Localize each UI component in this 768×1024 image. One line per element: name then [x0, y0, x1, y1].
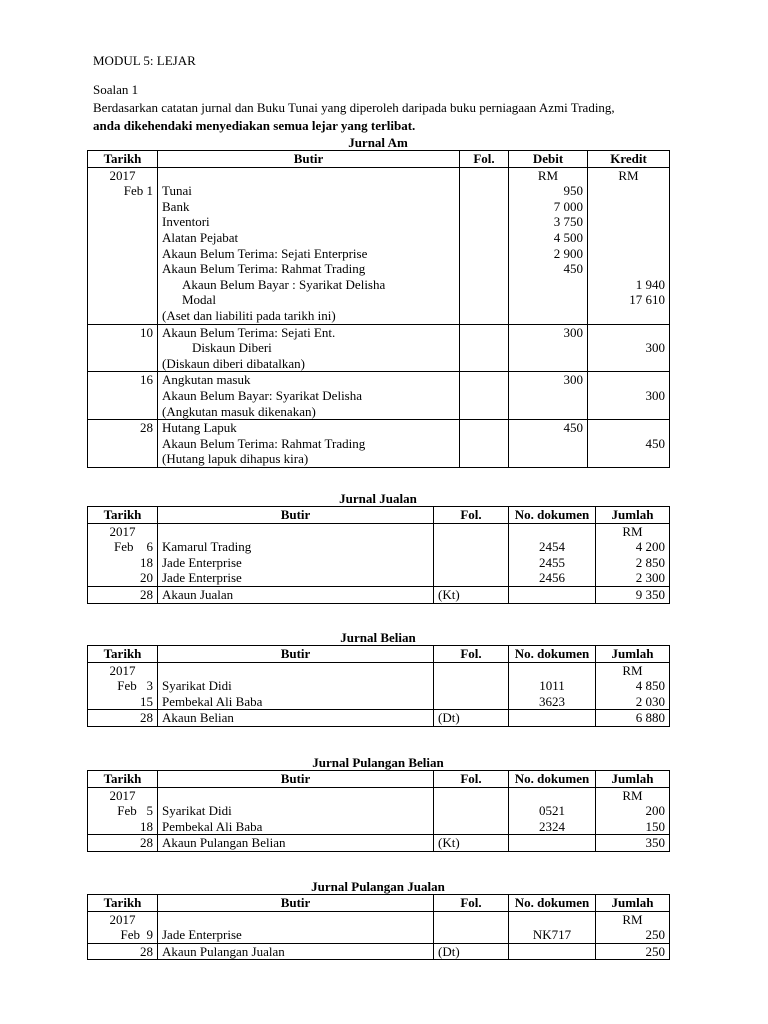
entry-description: Kamarul Trading [162, 539, 252, 555]
date-cell: 28 [88, 420, 158, 468]
doc-column [509, 662, 596, 710]
currency-label: RM [622, 523, 643, 539]
document-number: NK717 [532, 927, 572, 943]
header-no-dokumen: No. dokumen [509, 895, 596, 912]
total-date: 28 [88, 710, 158, 727]
fol-column [434, 662, 509, 710]
header-fol: Fol. [434, 646, 509, 663]
header-jumlah: Jumlah [596, 507, 670, 524]
table-header-row [88, 507, 670, 524]
amount-column [596, 787, 670, 835]
kredit-amount: 450 [645, 435, 665, 451]
butir-cell [158, 324, 460, 372]
kredit-amount [592, 199, 665, 215]
header-butir: Butir [158, 895, 434, 912]
total-date: 28 [88, 943, 158, 960]
currency-cell: RM [588, 167, 670, 183]
currency-cell: RM [509, 167, 588, 183]
currency-label: RM [622, 787, 643, 803]
header-butir: Butir [158, 151, 460, 168]
fol-cell [460, 372, 509, 420]
kredit-amount [592, 261, 665, 277]
entry-description: Jade Enterprise [162, 927, 242, 943]
date-cell: 10 [88, 324, 158, 372]
doc-column [509, 523, 596, 586]
date-column [88, 911, 158, 943]
date-cell: Feb 1 [88, 183, 158, 324]
entry-description: Akaun Belum Terima: Rahmat Trading [162, 261, 366, 277]
header-tarikh: Tarikh [88, 646, 158, 663]
kredit-amount [592, 451, 665, 467]
total-row [88, 943, 670, 960]
jurnal-pulangan-jualan-table [87, 894, 670, 960]
entry-description: Syarikat Didi [162, 803, 232, 819]
entry-description: (Diskaun diberi dibatalkan) [162, 355, 305, 371]
jurnal-pulangan-jualan-title: Jurnal Pulangan Jualan [311, 879, 445, 894]
butir-cell [158, 372, 460, 420]
kredit-cell [588, 372, 670, 420]
spacer [513, 912, 591, 928]
fol-cell [460, 420, 509, 468]
kredit-amount: 300 [645, 340, 665, 356]
entry-description: Tunai [162, 183, 192, 199]
document-number: 2455 [539, 554, 565, 570]
entry-description: Akaun Belum Bayar : Syarikat Delisha [182, 276, 386, 292]
fol-cell [460, 167, 509, 183]
date-column [88, 523, 158, 586]
table-header-row [88, 151, 670, 168]
butir-cell [158, 167, 460, 183]
entry-description: Bank [162, 198, 190, 214]
butir-cell [158, 420, 460, 468]
total-description: Akaun Pulangan Belian [158, 835, 434, 852]
amount-column [596, 911, 670, 943]
date-column [88, 787, 158, 835]
entry-amount: 200 [645, 803, 665, 819]
kredit-cell [588, 420, 670, 468]
butir-cell [158, 183, 460, 324]
debit-amount [513, 292, 583, 308]
jurnal-pulangan-belian-title: Jurnal Pulangan Belian [312, 755, 444, 770]
header-tarikh: Tarikh [88, 507, 158, 524]
debit-amount [513, 388, 583, 404]
entry-date: 18 [140, 818, 153, 834]
jurnal-jualan-title: Jurnal Jualan [339, 491, 417, 506]
doc-column [509, 787, 596, 835]
header-tarikh: Tarikh [88, 771, 158, 788]
journal-entry-row [88, 324, 670, 372]
year-cell: 2017 [88, 167, 158, 183]
date-cell: 16 [88, 372, 158, 420]
debit-amount: 300 [563, 372, 583, 388]
jurnal-pulangan-belian-table [87, 770, 670, 852]
entry-description: Alatan Pejabat [162, 229, 239, 245]
header-fol: Fol. [434, 895, 509, 912]
entry-amount: 2 300 [635, 570, 665, 586]
spacer [513, 524, 591, 540]
header-debit: Debit [509, 151, 588, 168]
header-fol: Fol. [434, 771, 509, 788]
entry-date: Feb 5 [117, 803, 153, 819]
document-number: 1011 [539, 678, 565, 694]
spacer [513, 663, 591, 679]
document-number: 0521 [539, 803, 565, 819]
debit-amount: 450 [563, 261, 583, 277]
total-description: Akaun Jualan [158, 586, 434, 603]
spacer [162, 788, 429, 804]
debit-amount: 4 500 [553, 229, 583, 245]
kredit-amount [592, 420, 665, 436]
debit-amount [513, 451, 583, 467]
entry-description: Diskaun Diberi [192, 340, 272, 356]
jurnal-belian-title: Jurnal Belian [340, 630, 416, 645]
entry-description: Akaun Belum Terima: Sejati Enterprise [162, 245, 368, 261]
debit-amount: 450 [563, 420, 583, 436]
total-fol: (Kt) [434, 586, 509, 603]
total-doc [509, 943, 596, 960]
debit-cell [509, 420, 588, 468]
kredit-amount [592, 325, 665, 341]
total-fol: (Kt) [434, 835, 509, 852]
year-label: 2017 [109, 523, 136, 539]
entries-row [88, 911, 670, 943]
entry-amount: 250 [645, 927, 665, 943]
fol-cell [460, 324, 509, 372]
debit-amount [513, 340, 583, 356]
header-no-dokumen: No. dokumen [509, 771, 596, 788]
year-row [88, 167, 670, 183]
jurnal-belian-table [87, 645, 670, 727]
spacer [513, 788, 591, 804]
butir-column [158, 523, 434, 586]
kredit-amount: 17 610 [629, 292, 665, 308]
debit-cell [509, 372, 588, 420]
total-fol: (Dt) [434, 710, 509, 727]
total-amount: 6 880 [596, 710, 670, 727]
total-doc [509, 710, 596, 727]
header-jumlah: Jumlah [596, 895, 670, 912]
table-header-row [88, 646, 670, 663]
currency-label: RM [622, 911, 643, 927]
total-date: 28 [88, 586, 158, 603]
entry-description: (Hutang lapuk dihapus kira) [162, 451, 309, 467]
spacer [162, 663, 429, 679]
butir-column [158, 662, 434, 710]
fol-column [434, 787, 509, 835]
entry-date: 20 [140, 570, 153, 586]
total-row [88, 710, 670, 727]
debit-cell [509, 324, 588, 372]
total-date: 28 [88, 835, 158, 852]
entry-amount: 4 850 [635, 678, 665, 694]
doc-column [509, 911, 596, 943]
total-description: Akaun Belian [158, 710, 434, 727]
date-column [88, 662, 158, 710]
debit-cell [509, 183, 588, 324]
spacer [162, 912, 429, 928]
total-amount: 9 350 [596, 586, 670, 603]
debit-amount [513, 356, 583, 372]
entry-description: Modal [182, 292, 216, 308]
entry-description: Pembekal Ali Baba [162, 693, 263, 709]
document-number: 2324 [539, 818, 565, 834]
header-jumlah: Jumlah [596, 771, 670, 788]
entry-description: Akaun Belum Terima: Sejati Ent. [162, 324, 336, 340]
entry-description: Pembekal Ali Baba [162, 818, 263, 834]
debit-amount [513, 436, 583, 452]
kredit-amount [592, 183, 665, 199]
entry-date: Feb 3 [117, 678, 153, 694]
fol-cell [460, 183, 509, 324]
entry-date: 18 [140, 554, 153, 570]
kredit-amount: 300 [645, 387, 665, 403]
kredit-amount [592, 308, 665, 324]
total-amount: 250 [596, 943, 670, 960]
amount-column [596, 662, 670, 710]
document-number: 2456 [539, 570, 565, 586]
total-doc [509, 586, 596, 603]
total-amount: 350 [596, 835, 670, 852]
table-header-row [88, 895, 670, 912]
debit-amount: 2 900 [553, 245, 583, 261]
entry-description: Akaun Belum Terima: Rahmat Trading [162, 435, 366, 451]
kredit-amount [592, 372, 665, 388]
debit-amount: 300 [563, 324, 583, 340]
debit-amount [513, 308, 583, 324]
header-kredit: Kredit [588, 151, 670, 168]
kredit-amount: 1 940 [635, 276, 665, 292]
entry-description: Syarikat Didi [162, 678, 232, 694]
entry-amount: 150 [645, 818, 665, 834]
debit-amount [513, 404, 583, 420]
kredit-amount [592, 230, 665, 246]
header-no-dokumen: No. dokumen [509, 507, 596, 524]
header-jumlah: Jumlah [596, 646, 670, 663]
header-butir: Butir [158, 507, 434, 524]
intro-text: Berdasarkan catatan jurnal dan Buku Tunai yang diperoleh daripada buku perniagaan Azmi Trading, [93, 100, 615, 115]
entry-description: Hutang Lapuk [162, 420, 237, 436]
fol-column [434, 523, 509, 586]
total-row [88, 586, 670, 603]
entries-row [88, 523, 670, 586]
entry-description: Inventori [162, 214, 210, 230]
entry-amount: 2 030 [635, 693, 665, 709]
header-fol: Fol. [460, 151, 509, 168]
instruction-text: anda dikehendaki menyediakan semua lejar yang terlibat. [93, 118, 416, 133]
kredit-amount [592, 356, 665, 372]
year-label: 2017 [109, 787, 136, 803]
entry-description: (Angkutan masuk dikenakan) [162, 403, 316, 419]
entry-date: 15 [140, 693, 153, 709]
entries-row [88, 787, 670, 835]
journal-entry-row [88, 183, 670, 324]
entry-description: Angkutan masuk [162, 372, 251, 388]
table-header-row [88, 771, 670, 788]
year-label: 2017 [109, 662, 136, 678]
header-fol: Fol. [434, 507, 509, 524]
header-butir: Butir [158, 771, 434, 788]
kredit-cell [588, 324, 670, 372]
debit-amount: 7 000 [553, 198, 583, 214]
butir-column [158, 911, 434, 943]
entry-date: Feb 9 [120, 927, 153, 943]
entry-description: Akaun Belum Bayar: Syarikat Delisha [162, 387, 363, 403]
journal-entry-row [88, 420, 670, 468]
module-title: MODUL 5: LEJAR [93, 53, 196, 68]
total-doc [509, 835, 596, 852]
entry-description: Jade Enterprise [162, 554, 242, 570]
entry-date: Feb 6 [114, 539, 153, 555]
entry-amount: 4 200 [635, 539, 665, 555]
entry-amount: 2 850 [635, 554, 665, 570]
amount-column [596, 523, 670, 586]
journal-entry-row [88, 372, 670, 420]
entry-description: (Aset dan liabiliti pada tarikh ini) [162, 307, 336, 323]
debit-amount: 3 750 [553, 214, 583, 230]
kredit-cell [588, 183, 670, 324]
header-butir: Butir [158, 646, 434, 663]
spacer [162, 524, 429, 540]
question-label: Soalan 1 [93, 82, 139, 97]
debit-amount: 950 [563, 183, 583, 199]
kredit-amount [592, 246, 665, 262]
document-number: 3623 [539, 693, 565, 709]
header-no-dokumen: No. dokumen [509, 646, 596, 663]
debit-amount [513, 277, 583, 293]
kredit-amount [592, 214, 665, 230]
header-tarikh: Tarikh [88, 895, 158, 912]
jurnal-am-table [87, 150, 670, 468]
jurnal-jualan-table [87, 506, 670, 604]
butir-column [158, 787, 434, 835]
total-fol: (Dt) [434, 943, 509, 960]
document-number: 2454 [539, 539, 565, 555]
kredit-amount [592, 404, 665, 420]
jurnal-am-title: Jurnal Am [348, 135, 408, 150]
entries-row [88, 662, 670, 710]
year-label: 2017 [109, 911, 136, 927]
entry-description: Jade Enterprise [162, 570, 242, 586]
total-row [88, 835, 670, 852]
currency-label: RM [622, 662, 643, 678]
total-description: Akaun Pulangan Jualan [158, 943, 434, 960]
fol-column [434, 911, 509, 943]
header-tarikh: Tarikh [88, 151, 158, 168]
